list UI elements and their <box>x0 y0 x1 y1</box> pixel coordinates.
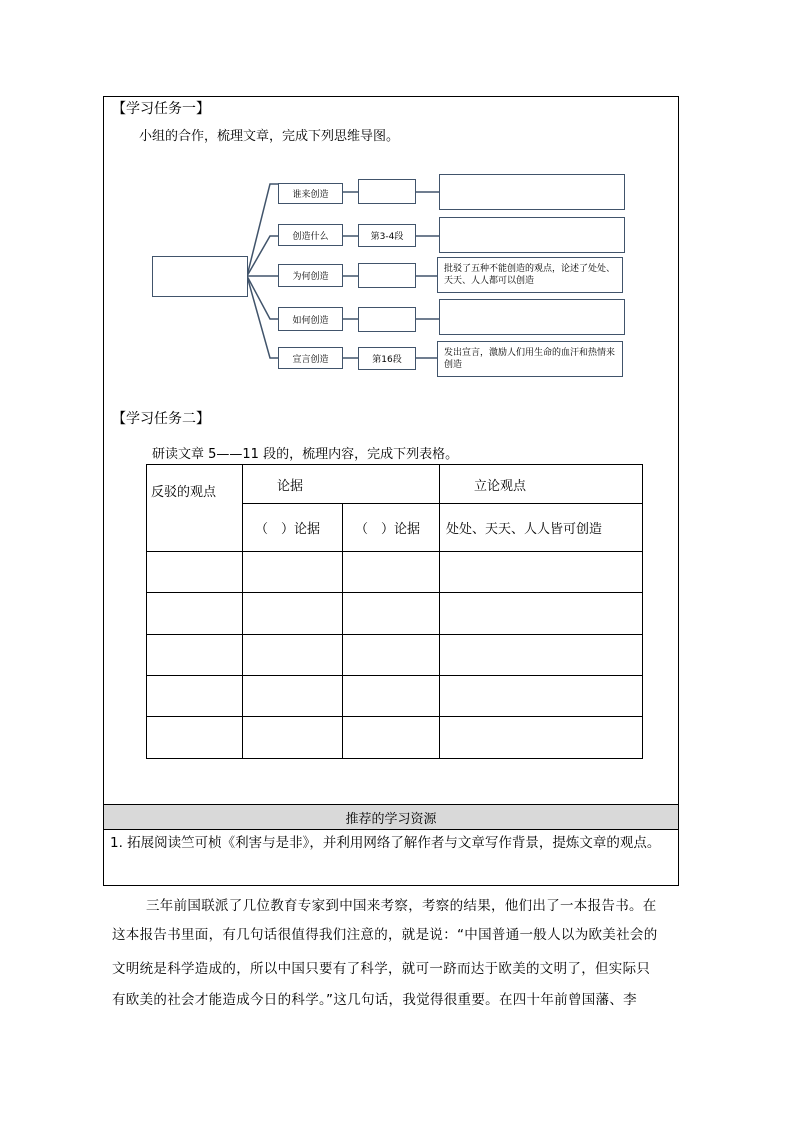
resources-header-label: 推荐的学习资源 <box>345 811 437 827</box>
table-cell[interactable] <box>243 552 343 593</box>
table-cell[interactable] <box>440 717 643 759</box>
mind-map-paragraph-5: 第16段 <box>358 347 416 370</box>
table-cell[interactable] <box>343 676 440 717</box>
mind-map-topic-1: 谁来创造 <box>278 183 343 204</box>
mind-map-topic-3: 为何创造 <box>278 264 343 287</box>
table-cell[interactable] <box>147 552 243 593</box>
mind-map-paragraph-3[interactable] <box>358 263 416 288</box>
mind-map-paragraph-4[interactable] <box>358 307 416 332</box>
mind-map-paragraph-2: 第3-4段 <box>358 224 416 247</box>
table-cell[interactable] <box>343 717 440 759</box>
mind-map-summary-2[interactable] <box>439 217 625 253</box>
task1-title: 【学习任务一】 <box>112 101 210 117</box>
mind-map-summary-4[interactable] <box>439 299 625 335</box>
table-cell[interactable] <box>343 552 440 593</box>
table-cell[interactable] <box>440 593 643 635</box>
table-row <box>147 676 643 717</box>
passage-line-1: 三年前国联派了几位教育专家到中国来考察，考察的结果，他们出了一本报告书。在 <box>146 898 657 914</box>
resources-item: 1. 拓展阅读竺可桢《利害与是非》，并利用网络了解作者与文章写作背景，提炼文章的观点。 <box>110 835 661 851</box>
table-header-claim: 立论观点 <box>440 465 643 504</box>
table-row <box>147 717 643 759</box>
connector-4 <box>247 276 278 319</box>
argument-table <box>146 464 643 759</box>
passage-line-4: 有欧美的社会才能造成今日的科学。”这几句话，我觉得很重要。在四十年前曾国藩、李 <box>112 992 637 1008</box>
table-row <box>147 635 643 676</box>
table-cell[interactable] <box>440 635 643 676</box>
table-cell[interactable] <box>147 635 243 676</box>
table-cell[interactable] <box>147 717 243 759</box>
mind-map-topic-2: 创造什么 <box>278 224 343 246</box>
task1-instruction: 小组的合作，梳理文章，完成下列思维导图。 <box>139 129 400 144</box>
table-subheader-evidence-1: （ ）论据 <box>243 504 343 552</box>
table-cell[interactable] <box>147 676 243 717</box>
mind-map-topic-5: 宣言创造 <box>278 347 343 369</box>
connector-5 <box>247 276 278 358</box>
table-header-refute: 反驳的观点 <box>147 465 243 552</box>
mind-map-summary-3: 批驳了五种不能创造的观点，论述了处处、天天、人人都可以创造 <box>437 257 623 293</box>
table-cell[interactable] <box>243 676 343 717</box>
table-subheader-evidence-2: （ ）论据 <box>343 504 440 552</box>
task2-title: 【学习任务二】 <box>112 411 210 427</box>
passage-line-2: 这本报告书里面，有几句话很值得我们注意的，就是说：“中国普通一般人以为欧美社会的 <box>112 927 658 943</box>
mind-map-summary-5: 发出宣言，激励人们用生命的血汗和热情来创造 <box>437 341 623 377</box>
table-cell[interactable] <box>243 593 343 635</box>
table-cell[interactable] <box>243 717 343 759</box>
table-cell[interactable] <box>343 593 440 635</box>
connector-1 <box>247 184 278 276</box>
table-row <box>147 593 643 635</box>
passage-line-3: 文明统是科学造成的，所以中国只要有了科学，就可一跻而达于欧美的文明了，但实际只 <box>112 961 651 977</box>
table-row <box>147 552 643 593</box>
mind-map-center-box[interactable] <box>152 256 248 297</box>
mind-map-summary-1[interactable] <box>439 174 625 210</box>
table-cell[interactable] <box>343 635 440 676</box>
table-cell[interactable] <box>440 676 643 717</box>
table-header-evidence: 论据 <box>243 465 440 504</box>
table-subheader-claim: 处处、天天、人人皆可创造 <box>440 504 643 552</box>
table-cell[interactable] <box>440 552 643 593</box>
table-cell[interactable] <box>243 635 343 676</box>
table-cell[interactable] <box>147 593 243 635</box>
task2-instruction: 研读文章 5——11 段的，梳理内容，完成下列表格。 <box>152 447 459 462</box>
mind-map-paragraph-1[interactable] <box>358 179 416 204</box>
mind-map-topic-4: 如何创造 <box>278 307 343 331</box>
